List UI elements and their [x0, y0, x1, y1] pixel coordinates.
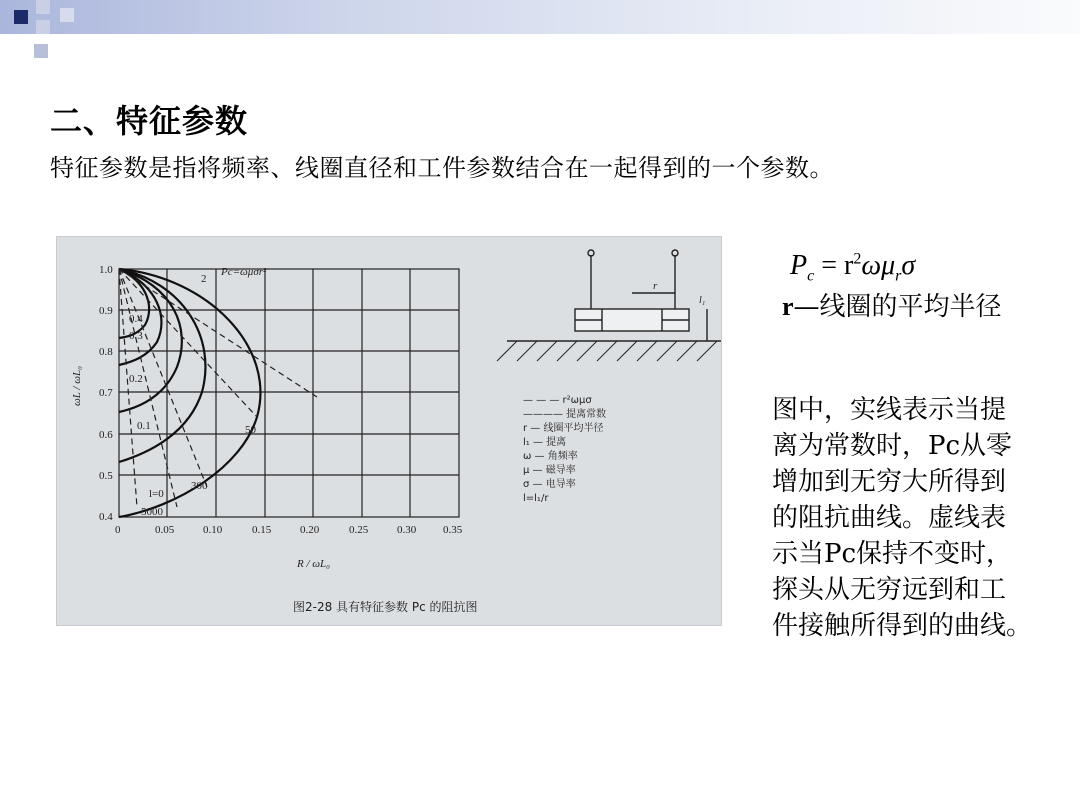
y-tick: 0.8 [99, 346, 113, 358]
x-axis-label: R / ωL₀ [297, 558, 330, 570]
pc-label: 5000 [141, 506, 163, 518]
legend-item: ω — 角频率 [523, 451, 578, 462]
pc-formula [790, 250, 915, 286]
description-line: 的阻抗曲线。虚线表 [772, 503, 1007, 533]
description-line: 离为常数时，Pc从零 [772, 431, 1013, 461]
description-line: 探头从无穷远到和工 [772, 575, 1007, 605]
title-bar-decoration [0, 0, 1080, 50]
curve-label: 0.3 [129, 330, 143, 342]
figure-legend [523, 395, 606, 504]
curve-label: l=0 [149, 488, 164, 500]
chart-grid [119, 269, 459, 517]
legend-item: l₁ — 提离 [523, 437, 567, 448]
radius-symbol: r [782, 292, 794, 321]
legend-item: r — 线圈平均半径 [523, 423, 604, 434]
impedance-figure [56, 236, 722, 626]
x-tick-labels [115, 524, 463, 536]
y-tick: 0.6 [99, 429, 113, 441]
lift-off-label: l₁ [699, 295, 706, 306]
curve-label: 0.4 [129, 313, 143, 325]
y-tick: 0.9 [99, 305, 113, 317]
description-line: 增加到无穷大所得到 [772, 467, 1007, 497]
formula-rhs-c: σ [901, 250, 916, 281]
description-line: 示当Pc保持不变时， [772, 539, 1013, 569]
pc-label: 300 [191, 480, 208, 492]
x-tick: 0.30 [397, 524, 417, 536]
curve-label: 0.2 [129, 373, 143, 385]
legend-item: μ — 磁导率 [523, 465, 576, 476]
pc-label: 50 [245, 424, 256, 436]
figure-formula-label: Pc=ωμσr² [221, 266, 267, 278]
figure-caption: 图2-28 具有特征参数 Pc 的阻抗图 [293, 600, 478, 614]
formula-rhs-b: ωμ [861, 250, 896, 281]
curve-label: 0.1 [137, 420, 151, 432]
slide-heading: 二、特征参数 [50, 102, 249, 140]
ground-hatching [497, 341, 717, 361]
radius-text: —线圈的平均半径 [793, 292, 1002, 322]
y-tick: 1.0 [99, 264, 113, 276]
slide-subtitle: 特征参数是指将频率、线圈直径和工件参数结合在一起得到的一个参数。 [50, 154, 834, 182]
description-line: 图中，实线表示当提 [772, 395, 1007, 425]
x-tick: 0.05 [155, 524, 175, 536]
radius-definition [782, 286, 1002, 323]
x-tick: 0.25 [349, 524, 369, 536]
formula-rhs-sup: 2 [853, 250, 862, 268]
formula-rhs-sub: r [895, 267, 902, 285]
formula-lhs-sub: c [807, 267, 815, 285]
legend-item: ———— 提离常数 [523, 409, 607, 420]
probe-radius-label: r [653, 280, 658, 292]
y-tick-labels [99, 264, 113, 523]
formula-lhs: P [790, 250, 808, 281]
legend-item: l=l₁/r [523, 493, 549, 504]
impedance-diagram [57, 237, 721, 625]
description-line: 件接触所得到的曲线。 [772, 611, 1033, 641]
formula-rhs-a: = r [821, 250, 854, 281]
y-axis-label: ωL / ωL₀ [71, 366, 83, 406]
pc-label: 2 [201, 273, 207, 285]
legend-item: — — — r²ωμσ [523, 395, 592, 406]
y-tick: 0.7 [99, 387, 113, 399]
x-tick: 0.15 [252, 524, 272, 536]
legend-item: σ — 电导率 [523, 479, 576, 490]
x-tick: 0.10 [203, 524, 223, 536]
x-tick: 0.35 [443, 524, 463, 536]
x-tick: 0.20 [300, 524, 320, 536]
y-tick: 0.4 [99, 511, 113, 523]
probe-sketch [507, 250, 721, 341]
figure-description [772, 392, 1072, 644]
y-tick: 0.5 [99, 470, 113, 482]
x-tick: 0 [115, 524, 121, 536]
lift-off-curves [119, 269, 260, 517]
